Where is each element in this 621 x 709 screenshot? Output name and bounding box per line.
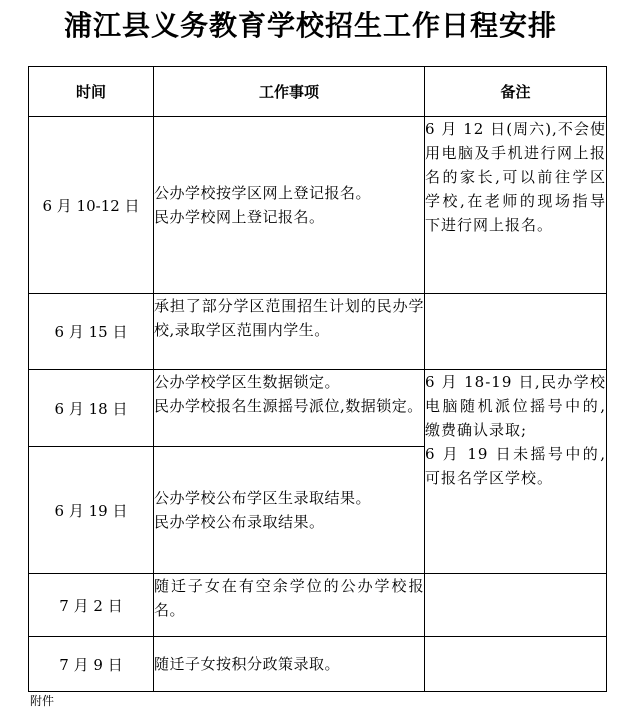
header-note: 备注 xyxy=(425,67,607,117)
row-date: 6 月 10-12 日 xyxy=(29,117,154,294)
row-note-empty xyxy=(425,574,607,637)
task-line: 民办学校公布录取结果。 xyxy=(154,513,325,531)
task-line: 随迁子女在有空余学位的公办学校报名。 xyxy=(154,577,424,619)
row-date: 6 月 18 日 xyxy=(29,370,154,447)
header-task: 工作事项 xyxy=(154,67,425,117)
note-line: 6 月 18-19 日,民办学校电脑随机派位摇号中的,缴费确认录取; xyxy=(425,373,606,439)
row-date: 6 月 15 日 xyxy=(29,294,154,370)
task-line: 公办学校按学区网上登记报名。 xyxy=(154,184,372,202)
table-row xyxy=(29,117,607,294)
header-time: 时间 xyxy=(29,67,154,117)
task-line: 民办学校网上登记报名。 xyxy=(154,208,325,226)
task-line: 公办学校学区生数据锁定。 xyxy=(154,373,341,391)
row-date: 7 月 9 日 xyxy=(29,637,154,692)
row-date: 7 月 2 日 xyxy=(29,574,154,637)
row-note xyxy=(425,370,607,574)
table-row xyxy=(29,637,607,692)
table-header-row xyxy=(29,67,607,117)
table-row xyxy=(29,370,607,447)
row-note-empty xyxy=(425,294,607,370)
task-line: 公办学校公布学区生录取结果。 xyxy=(154,489,372,507)
document-title: 浦江县义务教育学校招生工作日程安排 xyxy=(63,9,557,42)
task-line: 民办学校报名生源摇号派位,数据锁定。 xyxy=(154,397,423,415)
row-task xyxy=(154,370,425,447)
note-line: 6 月 19 日未摇号中的,可报名学区学校。 xyxy=(425,445,606,487)
row-task xyxy=(154,637,425,692)
schedule-table xyxy=(28,66,607,692)
row-note-empty xyxy=(425,637,607,692)
row-date: 6 月 19 日 xyxy=(29,447,154,574)
task-line: 随迁子女按积分政策录取。 xyxy=(154,655,341,673)
footer-cut-text: 附件 xyxy=(30,694,55,708)
row-task xyxy=(154,574,425,637)
row-note: 6 月 12 日(周六),不会使用电脑及手机进行网上报名的家长,可以前往学区学校,在老师的现场指导下进行网上报名。 xyxy=(425,117,607,294)
table-row xyxy=(29,294,607,370)
table-row xyxy=(29,574,607,637)
row-task xyxy=(154,294,425,370)
row-task xyxy=(154,447,425,574)
task-line: 承担了部分学区范围招生计划的民办学校,录取学区范围内学生。 xyxy=(154,297,424,339)
row-task xyxy=(154,117,425,294)
